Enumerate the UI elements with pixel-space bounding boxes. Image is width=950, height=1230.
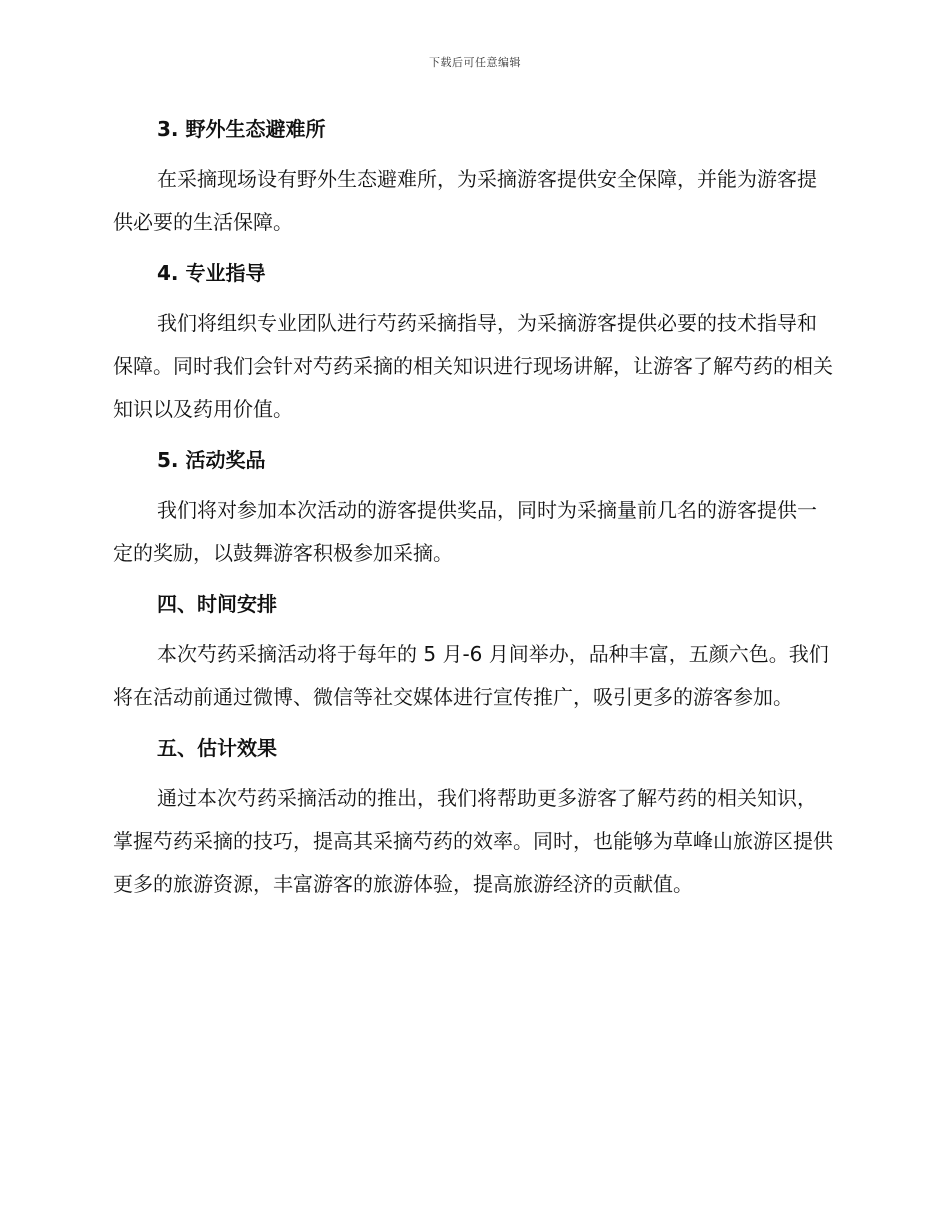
section-paragraph: 我们将对参加本次活动的游客提供奖品，同时为采摘量前几名的游客提供一定的奖励，以鼓舞游客积极参加采摘。 bbox=[113, 498, 817, 565]
section-heading: 五、估计效果 bbox=[157, 736, 277, 760]
section-heading: 5. 活动奖品 bbox=[157, 448, 266, 472]
document-body bbox=[113, 114, 833, 906]
page-header: 下载后可任意编辑 bbox=[429, 56, 521, 69]
section-paragraph: 在采摘现场设有野外生态避难所，为采摘游客提供安全保障，并能为游客提供必要的生活保障。 bbox=[113, 167, 817, 234]
section-paragraph: 通过本次芍药采摘活动的推出，我们将帮助更多游客了解芍药的相关知识，掌握芍药采摘的技巧，提高其采摘芍药的效率。同时，也能够为草峰山旅游区提供更多的旅游资源，丰富游客的旅游体验，提高旅游经济的贡献值。 bbox=[113, 786, 833, 896]
section-heading: 4. 专业指导 bbox=[157, 261, 266, 285]
section-paragraph: 本次芍药采摘活动将于每年的 5 月-6 月间举办，品种丰富，五颜六色。我们将在活动前通过微博、微信等社交媒体进行宣传推广，吸引更多的游客参加。 bbox=[113, 642, 829, 709]
section-paragraph: 我们将组织专业团队进行芍药采摘指导，为采摘游客提供必要的技术指导和保障。同时我们会针对芍药采摘的相关知识进行现场讲解，让游客了解芍药的相关知识以及药用价值。 bbox=[113, 311, 833, 421]
section-heading: 3. 野外生态避难所 bbox=[157, 117, 326, 141]
section-heading: 四、时间安排 bbox=[157, 592, 277, 616]
